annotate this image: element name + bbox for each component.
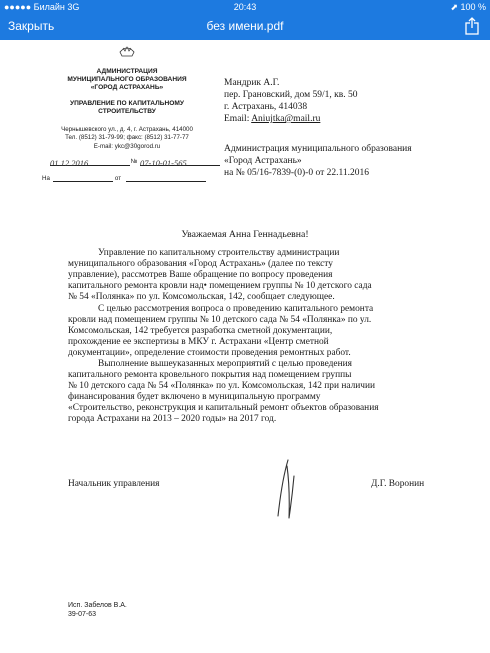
signatory-position: Начальник управления [68, 479, 160, 489]
paragraph-line: города Астрахани на 2013 – 2020 годы» на 2017 год. [68, 413, 277, 424]
incoming-date-line [126, 181, 206, 182]
letter-greeting: Уважаемая Анна Геннадьевна! [181, 229, 309, 240]
outgoing-date-field [50, 153, 130, 166]
paragraph-line: капитального ремонта кровли над• помещением группы № 10 детского сада [68, 280, 372, 291]
sender-org-line2: МУНИЦИПАЛЬНОГО ОБРАЗОВАНИЯ [67, 76, 187, 83]
signatory-name: Д.Г. Воронин [371, 479, 425, 489]
paragraph-line: «Строительство, реконструкция и капитальный ремонт объектов образования [68, 402, 379, 413]
paragraph-line: муниципального образования «Город Астрахань» (далее по тексту [68, 258, 333, 269]
recipient-address-line1: пер. Грановский, дом 59/1, кв. 50 [224, 90, 358, 100]
paragraph-line: финансирования будет включено в муниципальную программу [68, 391, 321, 402]
nav-bar [0, 14, 490, 40]
status-bar [0, 0, 490, 14]
paragraph-line: управление), рассмотрев Ваше обращение по вопросу проведения [68, 269, 333, 280]
paragraph-line: Выполнение вышеуказанных мероприятий с целью проведения [98, 359, 352, 369]
incoming-ref-line [53, 181, 113, 182]
sender-org-line3: «ГОРОД АСТРАХАНЬ» [90, 84, 164, 91]
paragraph-line: Комсомольская, 142 требуется разработка сметной документации, [68, 325, 333, 336]
sender-email: E-mail: ykc@30gorod.ru [93, 143, 161, 150]
paragraph-line: прохождение ее экспертизы в МКУ г. Астрахани «Центр сметной [68, 336, 329, 347]
paragraph-line: № 10 детского сада № 54 «Полянка» по ул. Комсомольская, 142 при наличии [68, 380, 376, 391]
paragraph-line: кровли над помещением группы № 10 детского сада № 54 «Полянка» по ул. [68, 314, 372, 325]
incoming-date-label: от [114, 175, 122, 182]
sender-dept-line1: УПРАВЛЕНИЕ ПО КАПИТАЛЬНОМУ [70, 100, 184, 107]
sender-phones: Тел. (8512) 31-79-99; факс: (8512) 31-77-77 [65, 134, 189, 141]
letter-paragraph-1 [68, 248, 441, 303]
recipient-admin-line2: «Город Астрахань» [224, 156, 302, 166]
outgoing-number-field [140, 153, 220, 166]
recipient-name: Мандрик А.Г. [224, 78, 280, 88]
share-icon[interactable] [464, 17, 480, 35]
close-button[interactable]: Закрыть [8, 19, 55, 33]
outgoing-date: 01.12.2016 [50, 158, 89, 168]
paragraph-line: № 54 «Полянка» по ул. Комсомольская, 142, сообщает следующее. [68, 291, 335, 302]
pdf-page[interactable] [0, 40, 490, 653]
paragraph-line: документации», определение стоимости проведения ремонтных работ. [68, 347, 351, 358]
document-title: без имени.pdf [206, 19, 284, 33]
handwritten-signature [270, 458, 300, 520]
executor-name: Исп. Забелов В.А. [68, 602, 127, 609]
paragraph-line: С целью рассмотрения вопроса о проведению капитального ремонта [98, 304, 374, 314]
paragraph-line: капитального ремонта кровельного покрытия над помещением группы [68, 369, 352, 380]
recipient-address-line2: г. Астрахань, 414038 [224, 102, 308, 112]
executor-phone: 39-07-63 [68, 611, 97, 618]
sender-org-line1: АДМИНИСТРАЦИЯ [96, 68, 158, 75]
letter-paragraph-2 [68, 304, 441, 359]
recipient-reference: на № 05/16-7839-(0)-0 от 22.11.2016 [224, 168, 369, 178]
recipient-email[interactable]: Aniujtka@mail.ru [251, 114, 321, 124]
recipient-email-label: Email: [224, 114, 250, 124]
status-time: 20:43 [233, 2, 257, 12]
paragraph-line: Управление по капитальному строительству администрации [98, 248, 340, 258]
outgoing-number-label: № [130, 158, 138, 165]
outgoing-number: 07-10-01-565 [140, 158, 187, 168]
recipient-admin-line1: Администрация муниципального образования [224, 144, 412, 154]
letter-paragraph-3 [68, 359, 441, 424]
sender-dept-line2: СТРОИТЕЛЬСТВУ [98, 108, 156, 115]
incoming-ref-label: На [42, 175, 50, 182]
sender-address: Чернышевского ул., д. 4, г. Астрахань, 414000 [61, 126, 193, 133]
coat-of-arms-icon [118, 42, 136, 58]
battery-indicator: ⬈ 100 % [450, 2, 486, 12]
recipient-email-row [224, 114, 320, 125]
carrier-signal: ●●●●● Билайн 3G [4, 2, 80, 12]
